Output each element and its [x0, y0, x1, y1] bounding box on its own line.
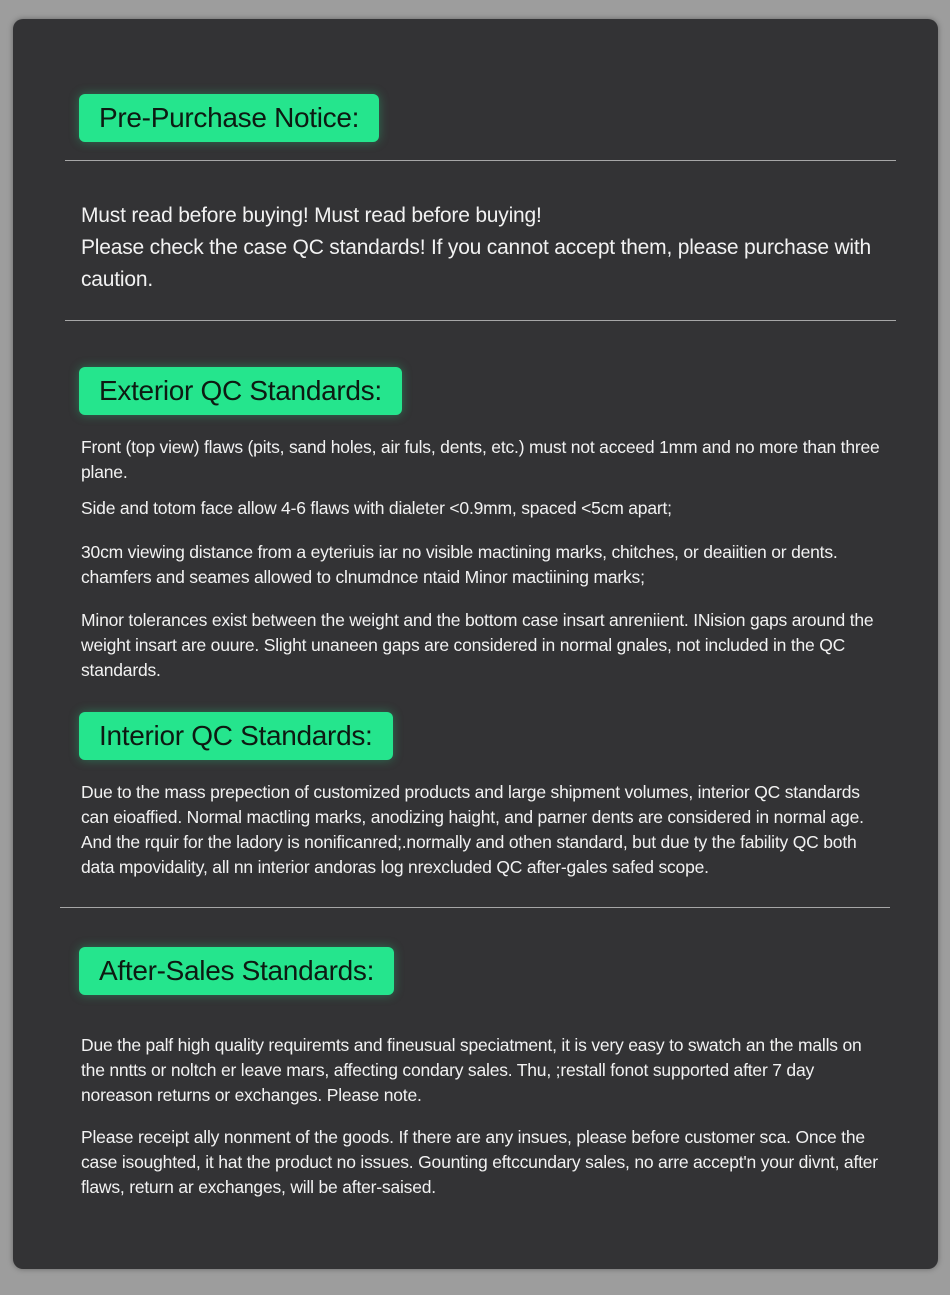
after-sales-paragraph-2: Please receipt ally nonment of the goods. If there are any insues, please before customer sca. Once the case isoughted, it hat the product no issues. Gounting eftccundary sales, no arre accept'n your divnt, after flaws, return ar exchanges, will be after-saised.: [81, 1127, 878, 1197]
exterior-paragraph-2: Side and totom face allow 4-6 flaws with dialeter <0.9mm, spaced <5cm apart;: [81, 498, 672, 518]
pre-purchase-heading: Pre-Purchase Notice:: [79, 94, 379, 142]
exterior-heading: Exterior QC Standards:: [79, 367, 402, 415]
exterior-paragraph-4: Minor tolerances exist between the weight and the bottom case insart anreniient. INision gaps around the weight insart are ouure. Slight unaneen gaps are considered in normal gnales, not included in the QC standards.: [81, 610, 874, 680]
pre-purchase-line-2: Please check the case QC standards! If you cannot accept them, please purchase with caution.: [81, 236, 872, 291]
interior-heading: Interior QC Standards:: [79, 712, 393, 760]
pre-purchase-line-1: Must read before buying! Must read before buying!: [81, 204, 542, 227]
notice-card: [13, 19, 938, 1269]
divider: [60, 907, 890, 908]
divider: [65, 160, 896, 161]
exterior-paragraph-1: Front (top view) flaws (pits, sand holes, air fuls, dents, etc.) must not acceed 1mm and no more than three plane.: [81, 437, 880, 482]
exterior-paragraph-3: 30cm viewing distance from a eyteriuis iar no visible mactining marks, chitches, or deaiitien or dents. chamfers and seames allowed to clnumdnce ntaid Minor mactiining marks;: [81, 542, 838, 587]
divider: [65, 320, 896, 321]
after-sales-paragraph-1: Due the palf high quality requiremts and fineusual speciatment, it is very easy to swatch an the malls on the nntts or noltch er leave mars, affecting condary sales. Thu, ;restall fonot supported after 7 day noreason returns or exchanges. Please note.: [81, 1035, 862, 1105]
interior-paragraph-1: Due to the mass prepection of customized products and large shipment volumes, interior QC standards can eioaffied. Normal mactling marks, anodizing haight, and parner dents are considered in normal age. And the rquir for the ladory is nonificanred;.normally and othen standard, but due ty the fability QC both data mpovidality, all nn interior andoras log nrexcluded QC after-gales safed scope.: [81, 782, 864, 877]
after-sales-heading: After-Sales Standards:: [79, 947, 394, 995]
